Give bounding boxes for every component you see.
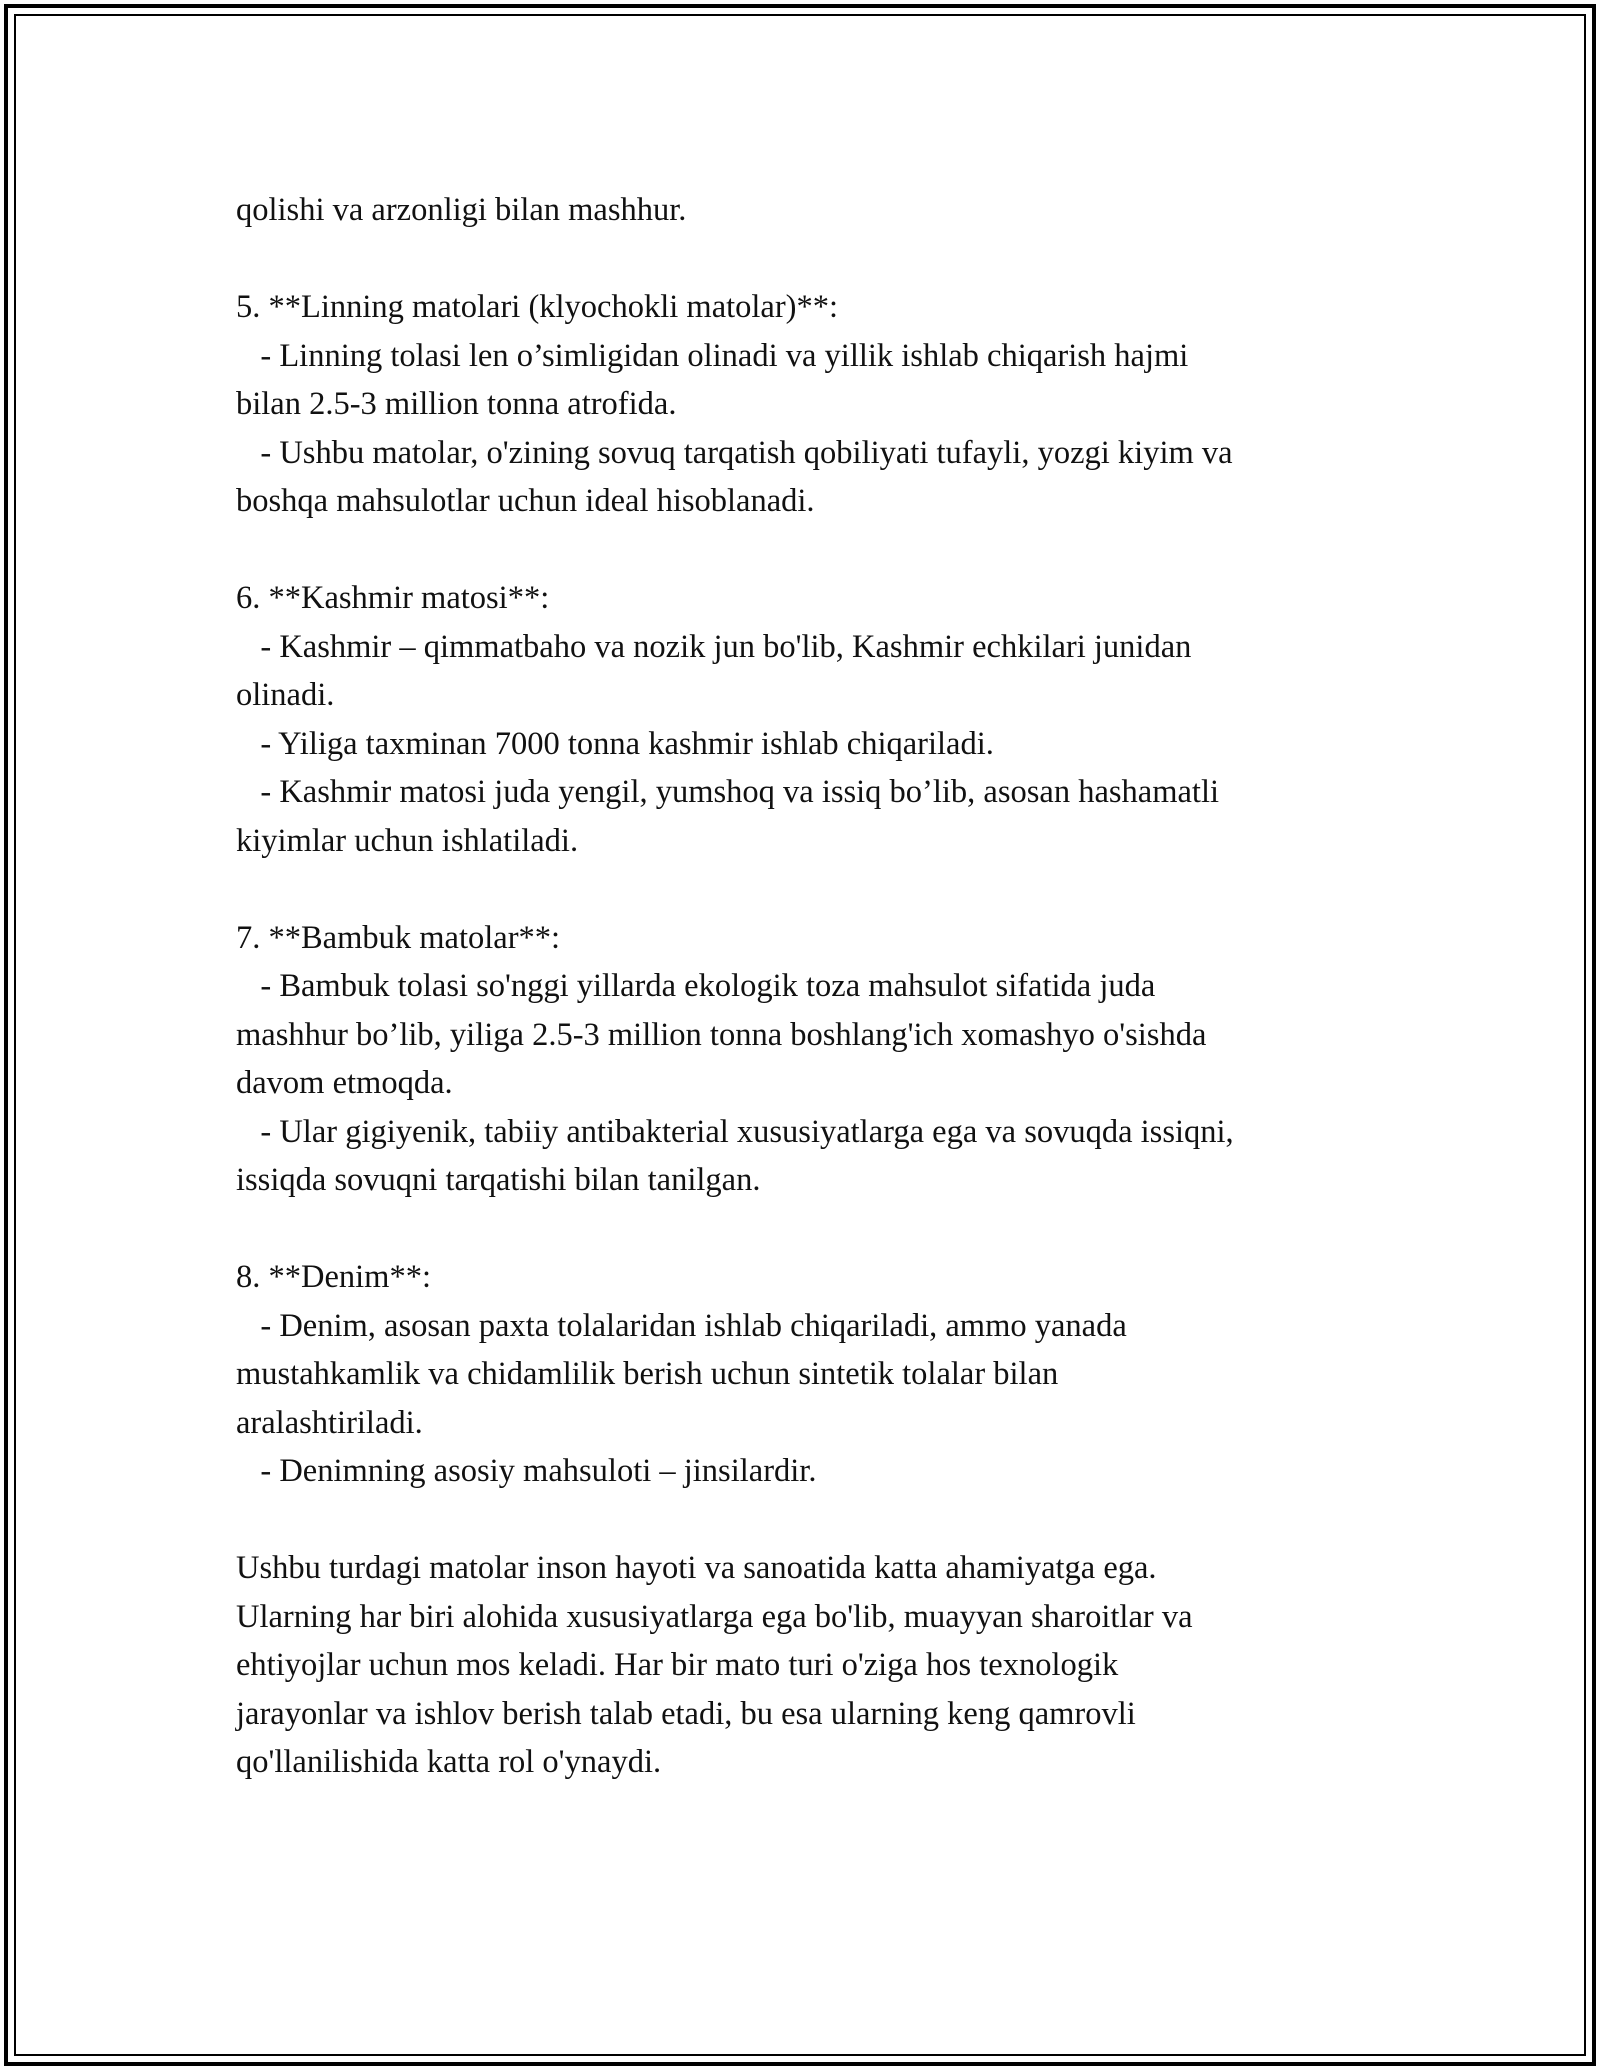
blank-line <box>236 1496 1386 1545</box>
text-line: - Ular gigiyenik, tabiiy antibakterial xususiyatlarga ega va sovuqda issiqni, <box>236 1113 1234 1150</box>
text-line: bilan 2.5-3 million tonna atrofida. <box>236 386 677 422</box>
text-line: - Denimning asosiy mahsuloti – jinsilardir. <box>236 1453 817 1489</box>
text-line: - Ushbu matolar, o'zining sovuq tarqatish qobiliyati tufayli, yozgi kiyim va <box>236 434 1233 471</box>
text-line: olinadi. <box>236 677 335 713</box>
conclusion-line: ehtiyojlar uchun mos keladi. Har bir mato turi o'ziga hos texnologik <box>236 1647 1119 1683</box>
text-line: - Kashmir matosi juda yengil, yumshoq va issiq bo’lib, asosan hashamatli <box>236 774 1219 810</box>
text-line: qolishi va arzonligi bilan mashhur. <box>236 192 687 228</box>
text-line: - Bambuk tolasi so'nggi yillarda ekologik toza mahsulot sifatida juda <box>236 968 1156 1004</box>
conclusion-line: jarayonlar va ishlov berish talab etadi, bu esa ularning keng qamrovli <box>236 1695 1136 1732</box>
text-line: - Linning tolasi len o’simligidan olinadi va yillik ishlab chiqarish hajmi <box>236 337 1189 374</box>
text-line: - Denim, asosan paxta tolalaridan ishlab chiqariladi, ammo yanada <box>236 1307 1127 1344</box>
text-line: - Yiliga taxminan 7000 tonna kashmir ishlab chiqariladi. <box>236 725 994 762</box>
section-heading-linning: 5. **Linning matolari (klyochokli matolar)**: <box>236 289 839 325</box>
blank-line <box>236 235 1386 284</box>
text-line: boshqa mahsulotlar uchun ideal hisoblanadi. <box>236 483 815 519</box>
conclusion-line: Ushbu turdagi matolar inson hayoti va sanoatida katta ahamiyatga ega. <box>236 1550 1157 1586</box>
section-heading-kashmir: 6. **Kashmir matosi**: <box>236 580 550 616</box>
conclusion-line: Ularning har biri alohida xususiyatlarga ega bo'lib, muayyan sharoitlar va <box>236 1598 1193 1635</box>
text-line: mustahkamlik va chidamlilik berish uchun sintetik tolalar bilan <box>236 1356 1059 1392</box>
text-line: kiyimlar uchun ishlatiladi. <box>236 822 579 859</box>
section-heading-bambuk: 7. **Bambuk matolar**: <box>236 919 561 956</box>
blank-line <box>236 865 1386 914</box>
conclusion-line: qo'llanilishida katta rol o'ynaydi. <box>236 1744 662 1780</box>
text-line: - Kashmir – qimmatbaho va nozik jun bo'lib, Kashmir echkilari junidan <box>236 628 1192 665</box>
section-heading-denim: 8. **Denim**: <box>236 1259 431 1295</box>
text-line: aralashtiriladi. <box>236 1404 423 1441</box>
text-line: mashhur bo’lib, yiliga 2.5-3 million tonna boshlang'ich xomashyo o'sishda <box>236 1016 1207 1053</box>
text-line: davom etmoqda. <box>236 1065 453 1101</box>
text-line: issiqda sovuqni tarqatishi bilan tanilgan. <box>236 1162 761 1198</box>
blank-line <box>236 526 1386 575</box>
blank-line <box>236 1205 1386 1254</box>
document-body <box>236 186 1386 1787</box>
